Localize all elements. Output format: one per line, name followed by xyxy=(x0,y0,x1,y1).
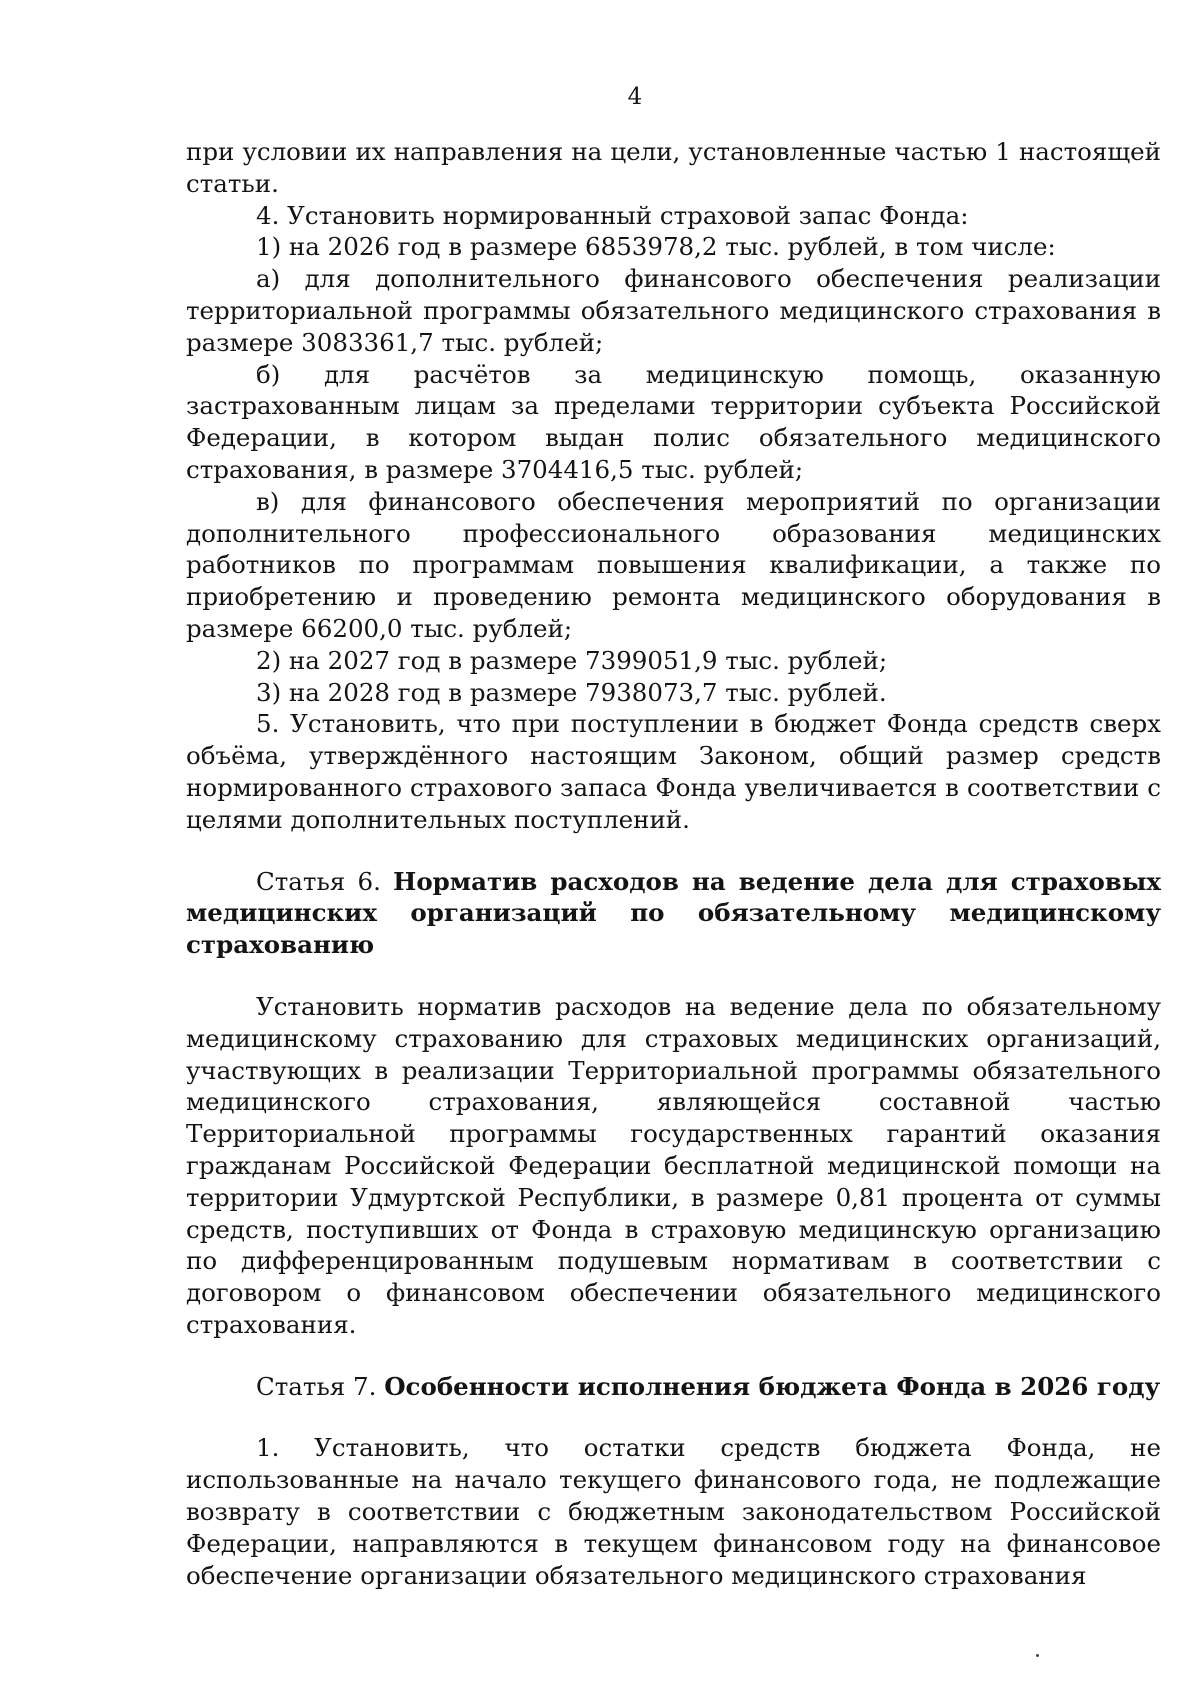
article-7-heading xyxy=(186,1371,1161,1403)
article-6-body: Установить норматив расходов на ведение дела по обязательному медицинскому страхованию для страховых медицинских организаций, участвующих в реализации Территориальной программы обязательного медицинского страхования, являющейся составной частью Территориальной программы государственных гарантий оказания гражданам Российской Федерации бесплатной медицинской помощи на территории Удмуртской Республики, в размере 0,81 процента от суммы средств, поступивших от Фонда в страховую медицинскую организацию по дифференцированным подушевым нормативам в соответствии с договором о финансовом обеспечении обязательного медицинского страхования. xyxy=(186,991,1161,1339)
spacer xyxy=(186,961,1161,991)
article-7-body: 1. Установить, что остатки средств бюджета Фонда, не использованные на начало текущего финансового года, не подлежащие возврату в соответствии с бюджетным законодательством Российской Федерации, направляются в текущем финансовом году на финансовое обеспечение организации обязательного медицинского страхования xyxy=(186,1433,1161,1590)
article-6-title: Норматив расходов на ведение дела для страховых медицинских организаций по обязательному медицинскому страхованию xyxy=(186,866,1161,960)
paragraph-item-4-1: 1) на 2026 год в размере 6853978,2 тыс. рублей, в том числе: xyxy=(256,232,1056,262)
paragraph-continuation: при условии их направления на цели, установленные частью 1 настоящей статьи. xyxy=(186,137,1161,198)
paragraph-item-4-1-a: а) для дополнительного финансового обеспечения реализации территориальной программы обязательного медицинского страхования в размере 3083361,7 тыс. рублей; xyxy=(186,264,1161,357)
paragraph-item-4-1-b: б) для расчётов за медицинскую помощь, оказанную застрахованным лицам за пределами территории субъекта Российской Федерации, в котором выдан полис обязательного медицинского страхования, в размере 3704416,5 тыс. рублей; xyxy=(186,359,1161,484)
page-number: 4 xyxy=(627,84,643,110)
scan-speck xyxy=(1036,1654,1039,1657)
article-7-prefix: Статья 7. xyxy=(256,1371,385,1401)
spacer xyxy=(186,1402,1161,1432)
spacer xyxy=(186,1341,1161,1371)
document-content xyxy=(186,136,1161,1591)
paragraph-item-4-3: 3) на 2028 год в размере 7938073,7 тыс. рублей. xyxy=(256,677,887,707)
paragraph-item-5: 5. Установить, что при поступлении в бюджет Фонда средств сверх объёма, утверждённого настоящим Законом, общий размер средств нормированного страхового запаса Фонда увеличивается в соответствии с целями дополнительных поступлений. xyxy=(186,709,1161,834)
article-6-prefix: Статья 6. xyxy=(256,866,394,896)
paragraph-item-4-1-v: в) для финансового обеспечения мероприятий по организации дополнительного профессионального образования медицинских работников по программам повышения квалификации, а также по приобретению и проведению ремонта медицинского оборудования в размере 66200,0 тыс. рублей; xyxy=(186,486,1161,643)
paragraph-item-4-2: 2) на 2027 год в размере 7399051,9 тыс. рублей; xyxy=(256,645,888,675)
article-6-heading xyxy=(186,866,1161,961)
article-7-title: Особенности исполнения бюджета Фонда в 2026 году xyxy=(384,1371,1161,1401)
paragraph-item-4: 4. Установить нормированный страховой запас Фонда: xyxy=(256,200,969,230)
spacer xyxy=(186,836,1161,866)
